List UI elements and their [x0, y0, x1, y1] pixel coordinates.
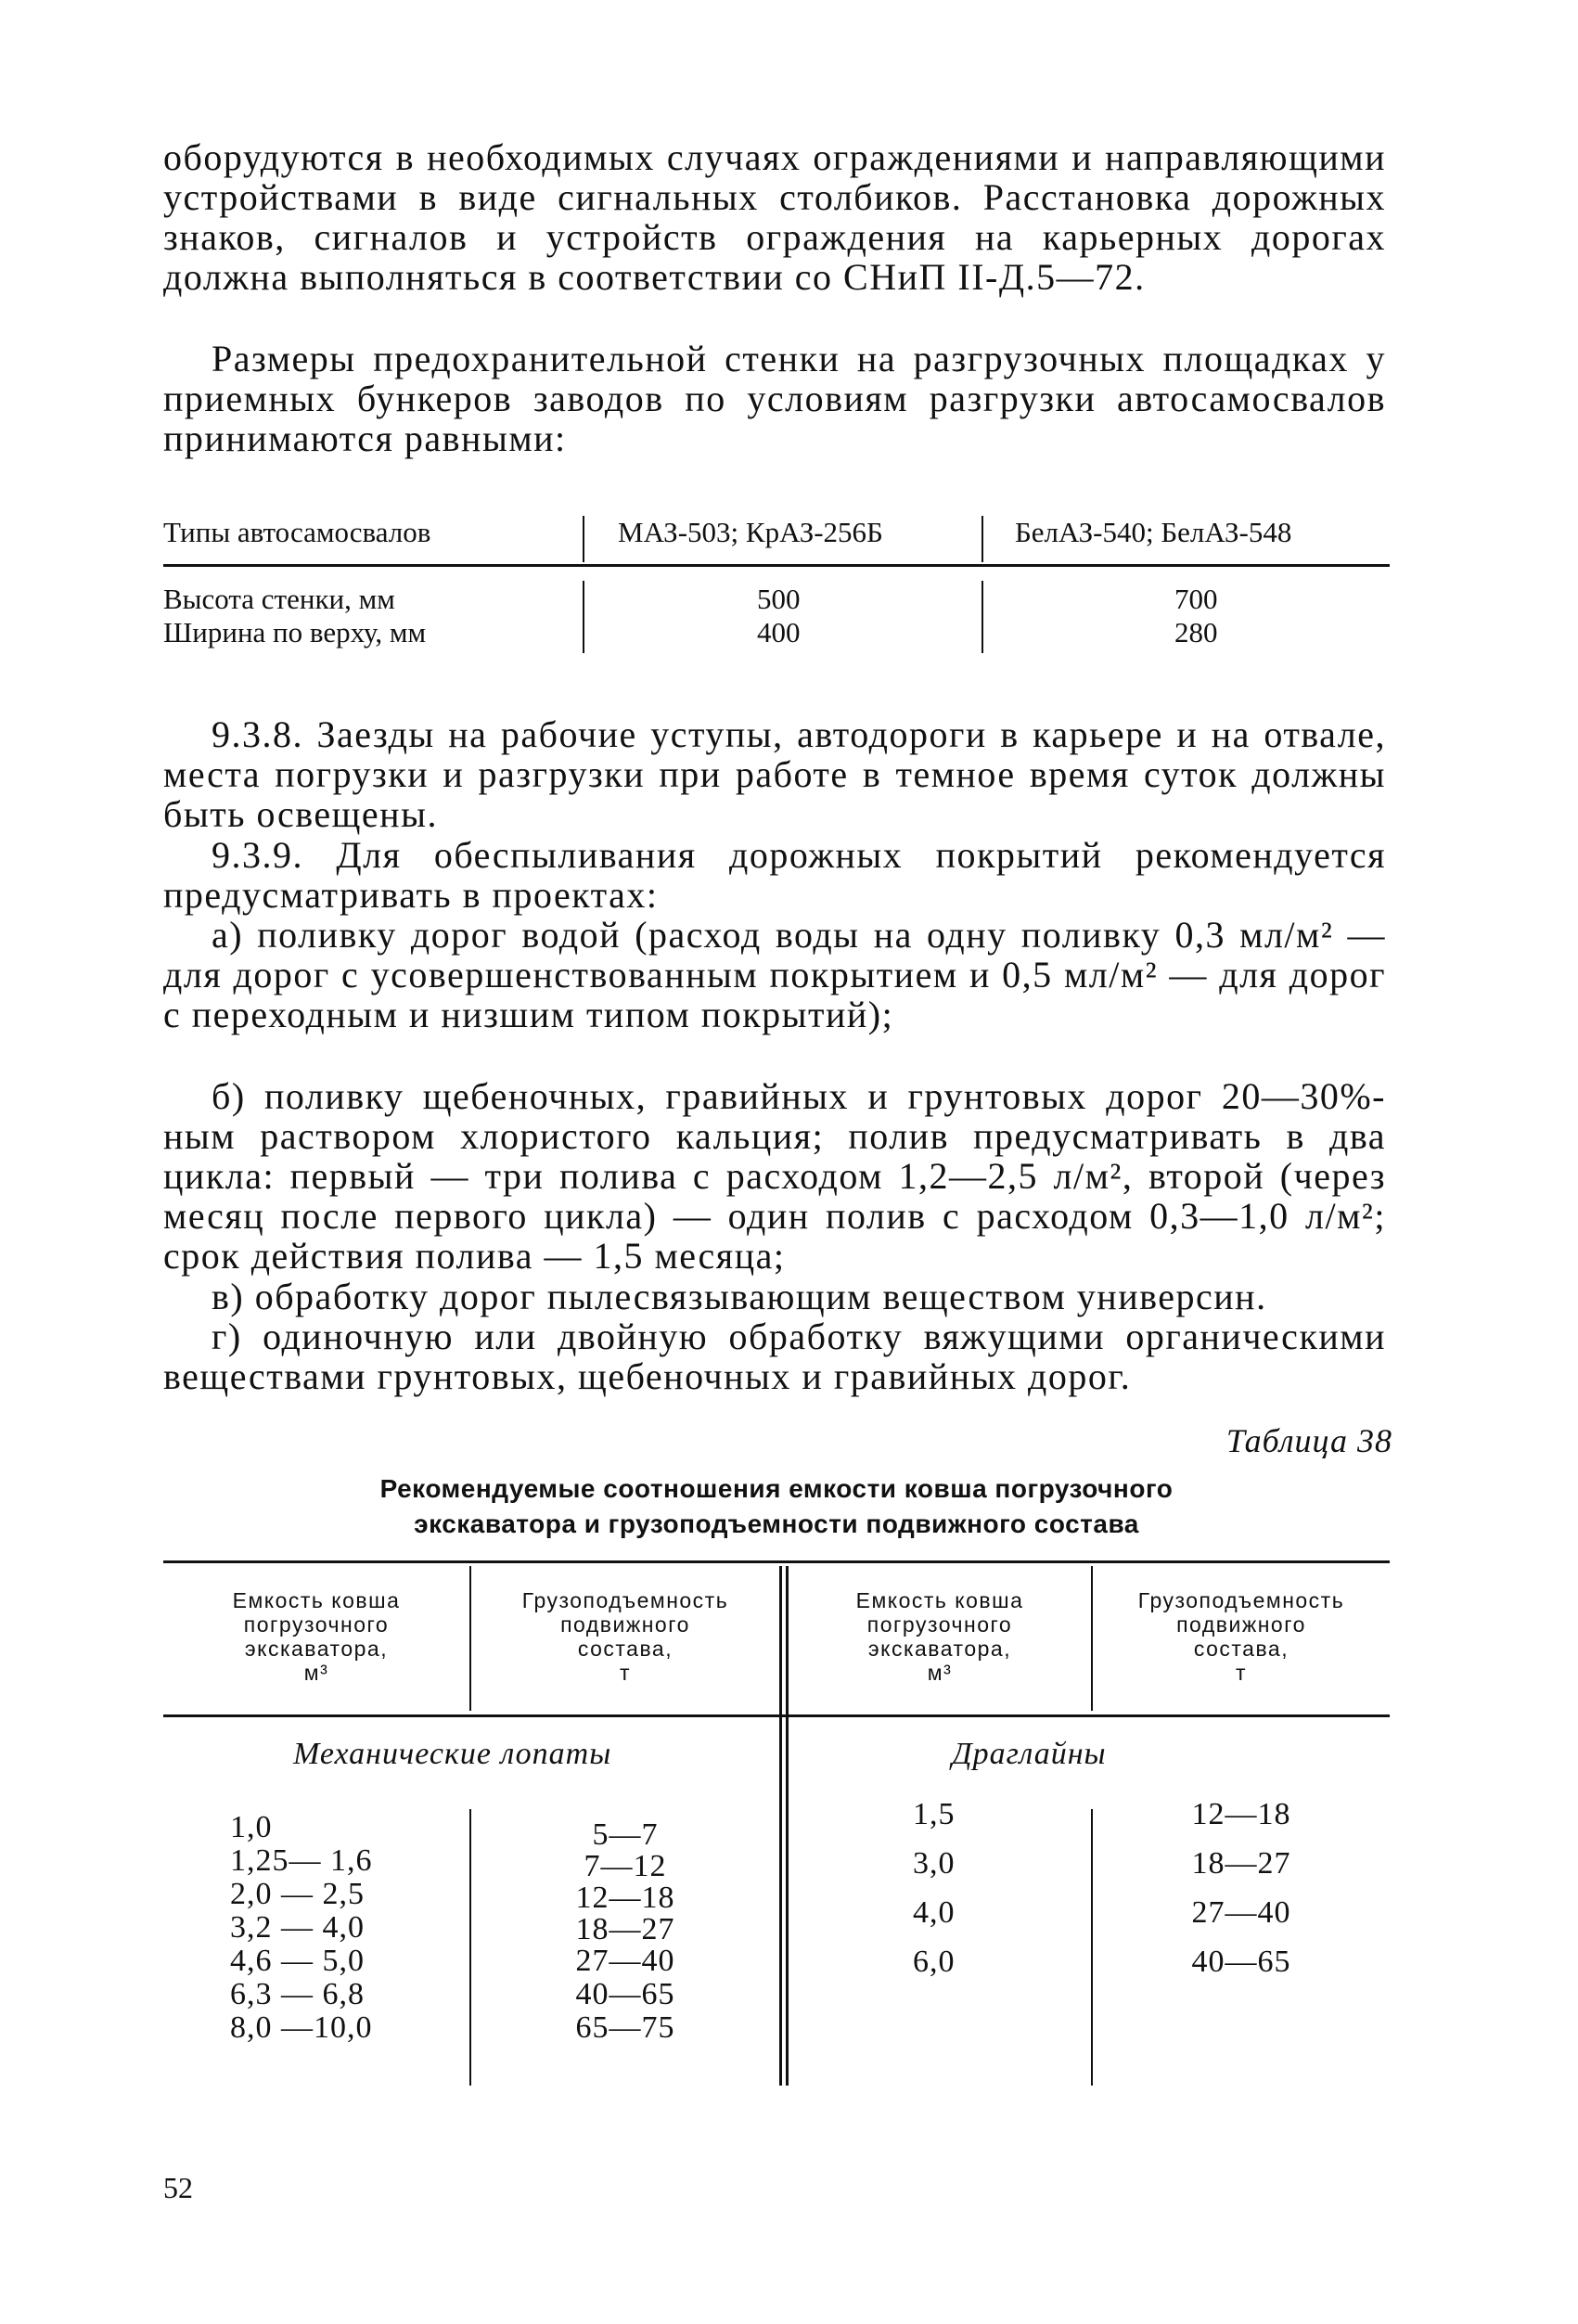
table-cell: 65—75 [575, 2010, 675, 2045]
col-header-left-load [471, 1588, 779, 1685]
wall-header-belaz: БелАЗ-540; БелАЗ-548 [1015, 516, 1292, 548]
wall-header-types: Типы автосамосвалов [163, 516, 431, 548]
table-cell: 8,0 —10,0 [230, 2010, 373, 2045]
wall-row-value: 280 [1174, 616, 1218, 648]
wall-row-label: Высота стенки, мм [163, 583, 395, 615]
col-header-line: погрузочного [866, 1612, 1013, 1637]
table-header-rule [163, 1714, 1390, 1717]
col-header-line: т [619, 1661, 632, 1685]
col-header-right-load [1093, 1588, 1390, 1685]
col-header-line: подвижного [560, 1612, 690, 1637]
col-header-line: Грузоподъемность [521, 1588, 729, 1612]
divider [981, 516, 983, 562]
table-cell: 7—12 [584, 1849, 667, 1883]
divider [583, 581, 584, 653]
section-label-draglines: Драглайны [952, 1737, 1107, 1771]
col-header-line: Грузоподъемность [1137, 1588, 1345, 1612]
table-cell: 40—65 [1191, 1945, 1291, 1979]
paragraph-9-3-8: 9.3.8. Заезды на рабочие уступы, автодороги в карьере и на отвале, места погрузки и разгрузки при работе в темное время суток должны быть освещены. [163, 713, 1386, 835]
table-cell: 3,2 — 4,0 [230, 1910, 365, 1945]
paragraph-item-b: б) поливку щебеночных, гравийных и грунтовых дорог 20—30%-ным раствором хлористого кальция; полив предусматривать в два цикла: первый — три полива с расходом 1,2—2,5 л/м², второй (через месяц после первого цикла) — один полив с расходом 0,3—1,0 л/м²; срок действия полива — 1,5 месяца; [163, 1075, 1386, 1277]
table-cell: 27—40 [575, 1944, 675, 1978]
wall-row-value: 700 [1174, 583, 1218, 615]
table-cell: 1,25— 1,6 [230, 1843, 373, 1878]
table-cell: 18—27 [1191, 1846, 1291, 1881]
table-cell: 1,0 [230, 1810, 273, 1844]
table-title [163, 1471, 1390, 1542]
table-cell: 12—18 [1191, 1797, 1291, 1831]
col-header-line: м³ [927, 1661, 953, 1685]
table-cell: 40—65 [575, 1977, 675, 2011]
wall-table-rule [163, 564, 1390, 567]
col-header-line: Емкость ковша [855, 1588, 1024, 1612]
divider [779, 1566, 782, 2086]
page-number: 52 [163, 2171, 193, 2204]
col-header-line: состава, [1193, 1637, 1289, 1661]
table-cell: 6,0 [913, 1945, 956, 1979]
table-cell: 3,0 [913, 1846, 956, 1881]
col-header-line: погрузочного [243, 1612, 390, 1637]
table-cell: 27—40 [1191, 1895, 1291, 1930]
table-top-rule [163, 1560, 1390, 1563]
table-cell: 1,5 [913, 1797, 956, 1831]
col-header-line: м³ [303, 1661, 329, 1685]
bucket-capacity-table [163, 1560, 1390, 2099]
section-label-shovels: Механические лопаты [293, 1737, 612, 1771]
col-header-line: экскаватора, [244, 1637, 389, 1661]
table-title-line: экскаватора и грузоподъемности подвижного состава [414, 1509, 1139, 1538]
col-header-line: экскаватора, [867, 1637, 1012, 1661]
wall-row-label: Ширина по верху, мм [163, 616, 427, 648]
wall-row-value: 500 [757, 583, 801, 615]
col-header-left-capacity [163, 1588, 469, 1685]
paragraph-item-v: в) обработку дорог пылесвязывающим веществом универсин. [212, 1276, 1267, 1317]
wall-row-value: 400 [757, 616, 801, 648]
paragraph-signal-posts: оборудуются в необходимых случаях ограждениями и направляющими устройствами в виде сигнальных столбиков. Расстановка дорожных знаков, сигналов и устройств ограждения на карьерных дорогах должна выполняться в соответствии со СНиП II-Д.5—72. [163, 136, 1386, 298]
col-header-line: Емкость ковша [232, 1588, 401, 1612]
wall-header-maz: МАЗ-503; КрАЗ-256Б [618, 516, 883, 548]
table-title-line: Рекомендуемые соотношения емкости ковша погрузочного [379, 1474, 1174, 1503]
paragraph-9-3-9: 9.3.9. Для обеспыливания дорожных покрытий рекомендуется предусматривать в проектах: [163, 834, 1386, 916]
table-cell: 12—18 [575, 1881, 675, 1915]
col-header-line: подвижного [1176, 1612, 1306, 1637]
table-cell: 4,0 [913, 1895, 956, 1930]
col-header-right-capacity [789, 1588, 1091, 1685]
table-number: Таблица 38 [1225, 1422, 1392, 1459]
paragraph-item-g: г) одиночную или двойную обработку вяжущими органическими веществами грунтовых, щебеночных и гравийных дорог. [163, 1316, 1386, 1397]
paragraph-wall-sizes: Размеры предохранительной стенки на разгрузочных площадках у приемных бункеров заводов по условиям разгрузки автосамосвалов принимаются равными: [163, 338, 1386, 459]
divider [981, 581, 983, 653]
table-cell: 6,3 — 6,8 [230, 1977, 365, 2011]
table-cell: 4,6 — 5,0 [230, 1944, 365, 1978]
col-header-line: т [1235, 1661, 1248, 1685]
table-cell: 5—7 [592, 1817, 659, 1852]
table-cell: 18—27 [575, 1912, 675, 1946]
table-cell: 2,0 — 2,5 [230, 1877, 365, 1911]
paragraph-item-a: а) поливку дорог водой (расход воды на одну поливку 0,3 мл/м² — для дорог с усовершенствованным покрытием и 0,5 мл/м² — для дорог с переходным и низшим типом покрытий); [163, 914, 1386, 1035]
col-header-line: состава, [577, 1637, 674, 1661]
divider [583, 516, 584, 562]
